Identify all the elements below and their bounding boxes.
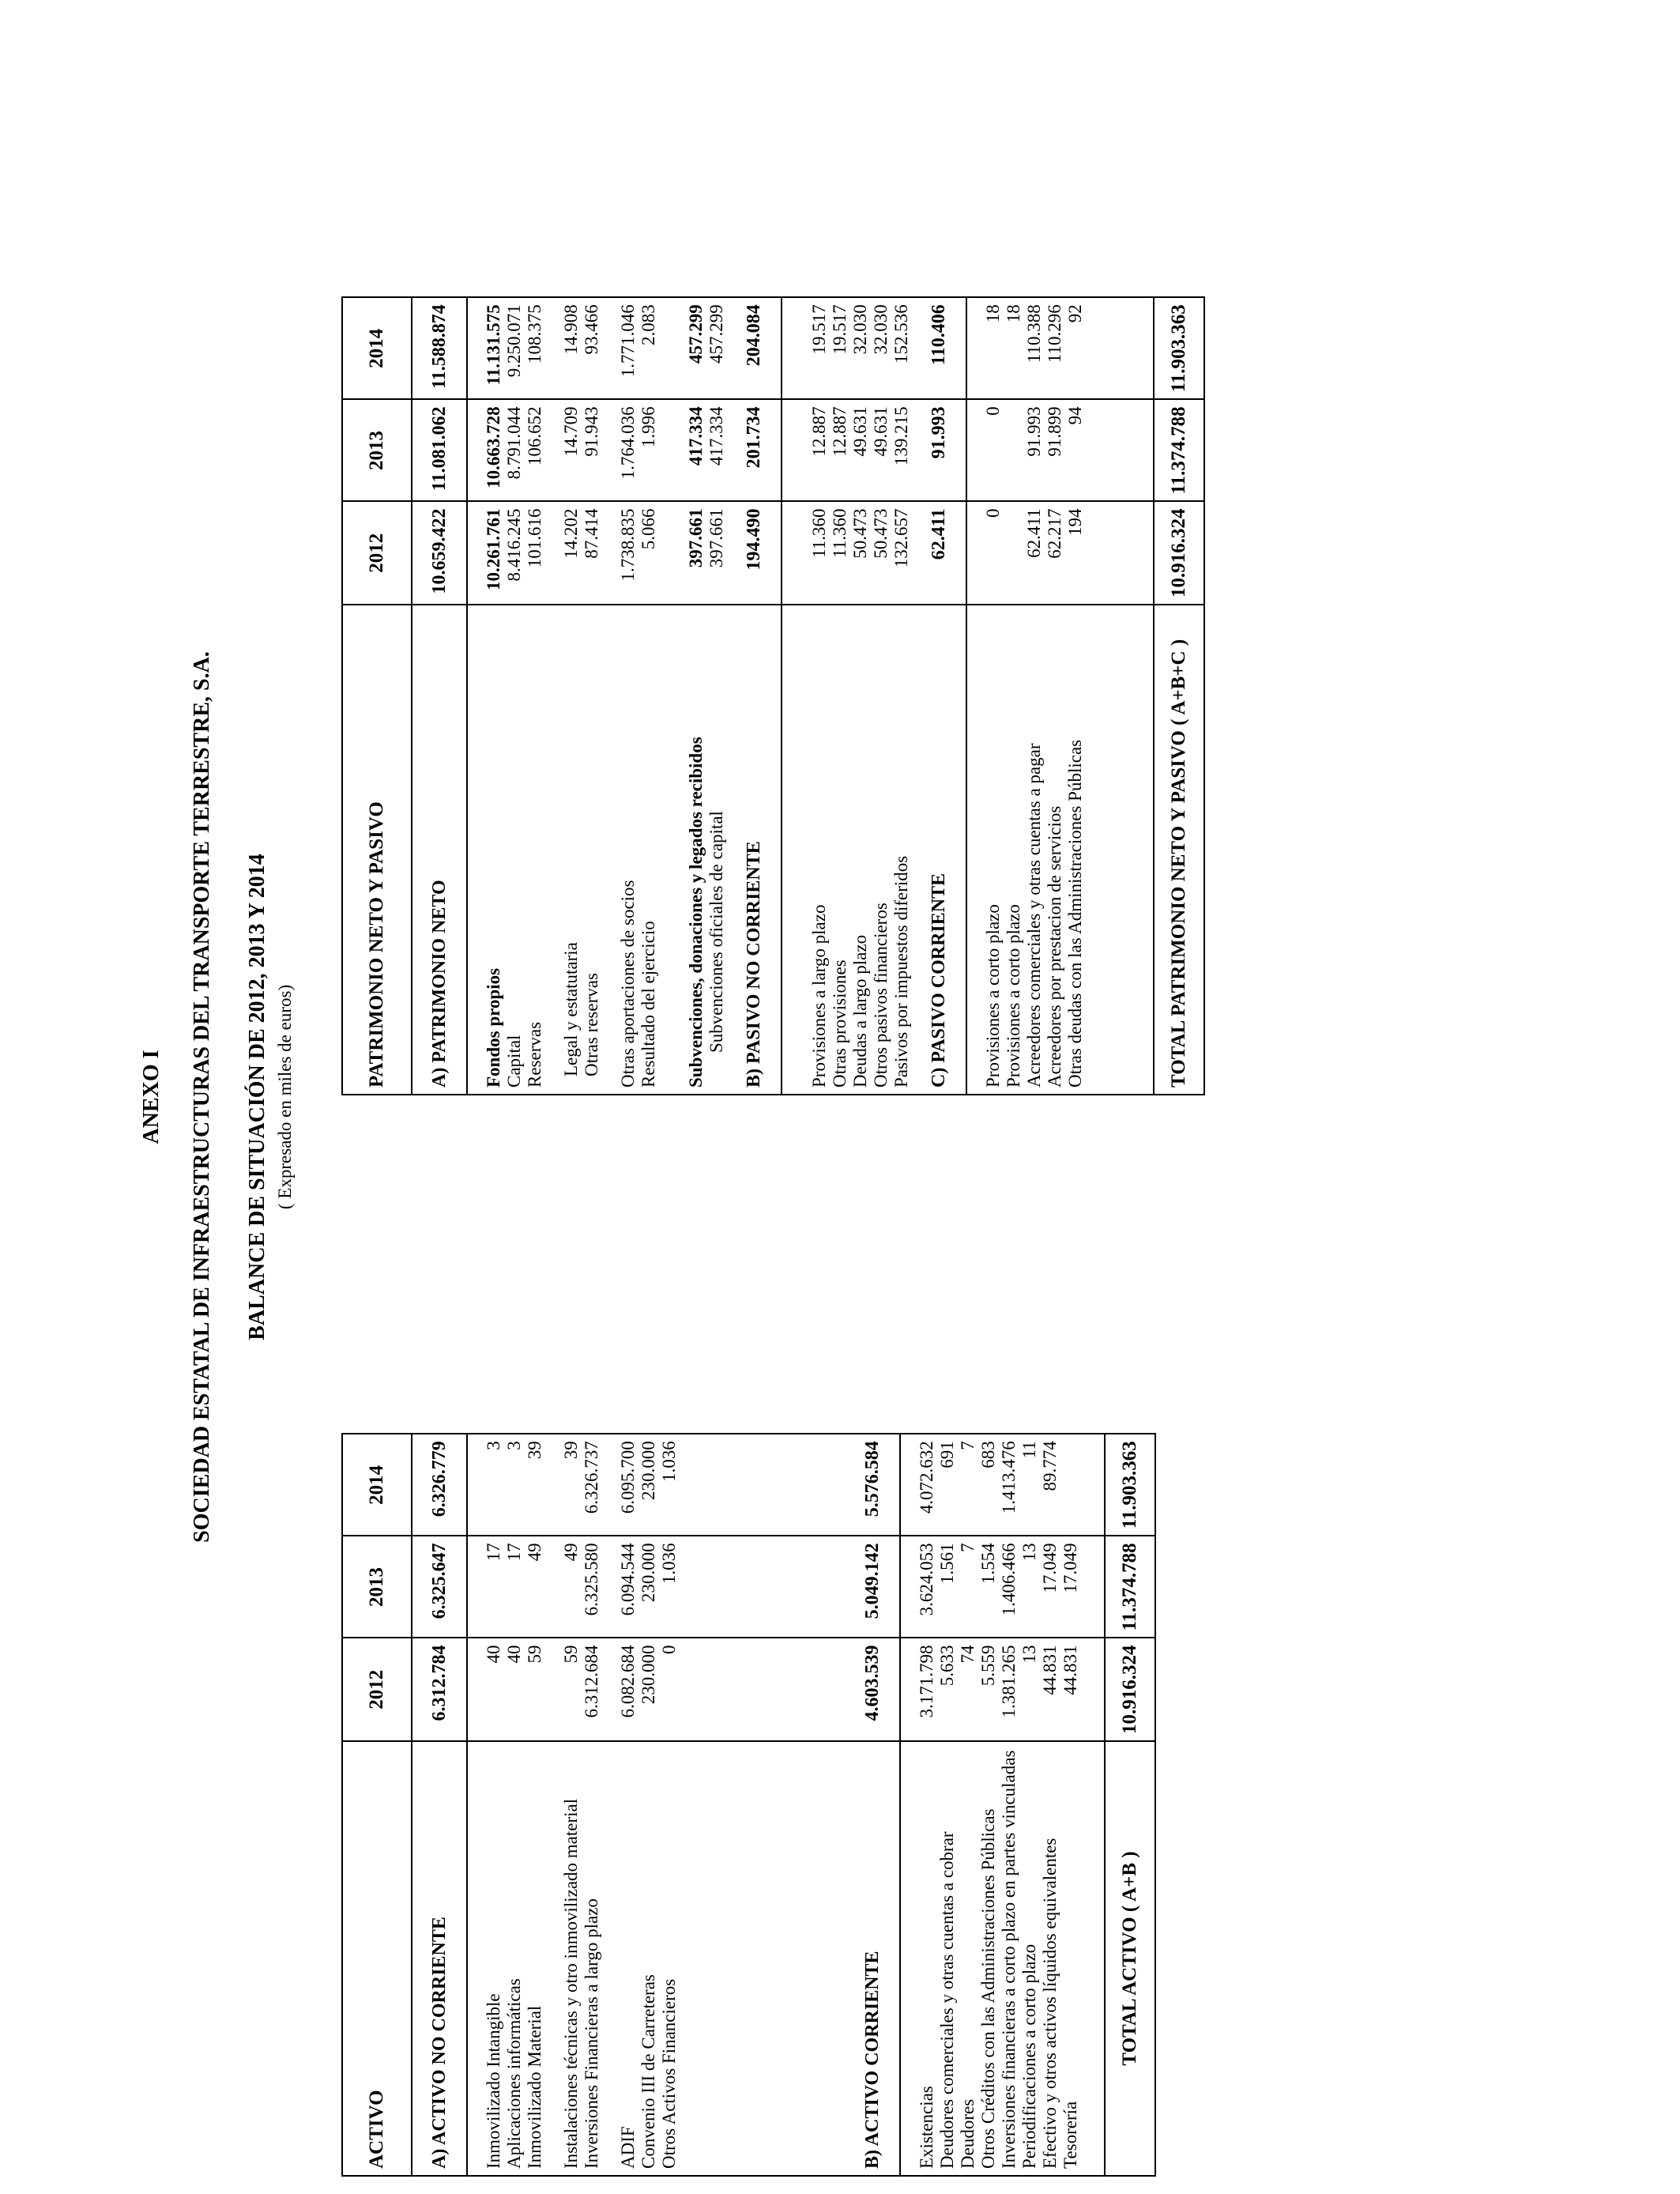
value-2012: 87.414 bbox=[582, 502, 602, 605]
value-2012 bbox=[1004, 502, 1024, 605]
year-2012: 2012 bbox=[342, 1638, 412, 1742]
value-2013: 10.663.728 bbox=[484, 399, 504, 501]
noncurrent-liabilities-row bbox=[727, 297, 782, 1095]
value-2013: 13 bbox=[1019, 1536, 1040, 1638]
value-2013: 91.943 bbox=[582, 399, 602, 501]
value-2014: 93.466 bbox=[582, 304, 601, 355]
table-row bbox=[659, 1434, 680, 2176]
row-label: Deudores bbox=[958, 1741, 978, 2176]
value-2014: 3 bbox=[484, 1441, 503, 1450]
report-subtitle: ( Expresado en miles de euros) bbox=[275, 984, 295, 1210]
year-2013: 2013 bbox=[342, 1536, 412, 1638]
value-2014: 11.131.575 bbox=[484, 304, 503, 386]
value-2014 bbox=[1060, 1434, 1081, 1536]
row-label: Inmovilizado Intangible bbox=[484, 1741, 504, 2176]
value-2014: 110.388 bbox=[1024, 304, 1044, 364]
value-2013: 49.631 bbox=[850, 399, 871, 501]
value-2013: 3.624.053 bbox=[917, 1536, 937, 1638]
value-2014: 152.536 bbox=[891, 304, 911, 364]
value-2013: 7 bbox=[958, 1536, 978, 1638]
row-label: Subvenciones, donaciones y legados recibidos bbox=[686, 605, 706, 1095]
total-liabilities-label: TOTAL PATRIMONIO NETO Y PASIVO ( A+B+C ) bbox=[1154, 605, 1204, 1095]
table-row bbox=[983, 297, 1004, 1095]
value-2014: 11.903.363 bbox=[1105, 1434, 1155, 1536]
table-row bbox=[978, 1434, 999, 2176]
value-2012: 62.411 bbox=[912, 502, 966, 605]
table-row bbox=[618, 1434, 638, 2176]
value-2012: 101.616 bbox=[525, 502, 545, 605]
value-2013: 1.554 bbox=[978, 1536, 999, 1638]
row-label: Deudas a largo plazo bbox=[850, 605, 871, 1095]
row-label: Otras deudas con las Administraciones Públicas bbox=[1065, 605, 1086, 1095]
year-2014: 2014 bbox=[342, 297, 412, 399]
value-2013: 1.036 bbox=[659, 1536, 680, 1638]
value-2014: 204.084 bbox=[727, 297, 782, 399]
noncurrent-liabilities-label: B) PASIVO NO CORRIENTE bbox=[727, 605, 782, 1095]
total-assets-row bbox=[1105, 1434, 1155, 2176]
value-2014: 1.413.476 bbox=[999, 1441, 1019, 1514]
value-2013: 6.094.544 bbox=[618, 1536, 638, 1638]
value-2012: 10.659.422 bbox=[412, 502, 467, 605]
value-2013: 17 bbox=[484, 1536, 504, 1638]
value-2012: 0 bbox=[659, 1638, 680, 1742]
value-2014: 11.903.363 bbox=[1154, 297, 1204, 399]
value-2012: 44.831 bbox=[1040, 1638, 1060, 1742]
assets-heading: ACTIVO bbox=[342, 1741, 412, 2176]
value-2014: 1.771.046 bbox=[618, 304, 638, 378]
row-label: Acreedores por prestacion de servicios bbox=[1045, 605, 1065, 1095]
table-row bbox=[1004, 297, 1024, 1095]
value-2013: 91.899 bbox=[1045, 399, 1065, 501]
value-2012: 50.473 bbox=[850, 502, 871, 605]
value-2013: 49.631 bbox=[871, 399, 891, 501]
table-row bbox=[525, 297, 545, 1095]
table-row bbox=[638, 1434, 659, 2176]
value-2014: 3 bbox=[504, 1441, 524, 1450]
table-row bbox=[958, 1434, 978, 2176]
value-2013: 17 bbox=[504, 1536, 525, 1638]
value-2014: 6.095.700 bbox=[618, 1441, 638, 1514]
row-label: Periodificaciones a corto plazo bbox=[1019, 1741, 1040, 2176]
value-2014: 11 bbox=[1019, 1441, 1039, 1459]
table-row bbox=[999, 1434, 1019, 2176]
value-2014: 39 bbox=[525, 1441, 544, 1460]
value-2012: 11.360 bbox=[830, 502, 850, 605]
table-row bbox=[1045, 297, 1065, 1095]
table-row bbox=[638, 297, 659, 1095]
annex-title: ANEXO I bbox=[139, 1050, 164, 1144]
current-liabilities-label: C) PASIVO CORRIENTE bbox=[912, 605, 966, 1095]
value-2013 bbox=[1004, 399, 1024, 501]
value-2014: 18 bbox=[1004, 304, 1023, 323]
row-label: Convenio III de Carreteras bbox=[638, 1741, 659, 2176]
value-2013: 49 bbox=[561, 1536, 582, 1638]
liabilities-header-row bbox=[342, 297, 412, 1095]
value-2013: 11.081.062 bbox=[412, 399, 467, 501]
row-label: Efectivo y otros activos líquidos equivalentes bbox=[1040, 1741, 1060, 2176]
value-2014: 691 bbox=[937, 1441, 957, 1468]
table-row bbox=[809, 297, 830, 1095]
table-row bbox=[504, 1434, 525, 2176]
row-label: Acreedores comerciales y otras cuentas a pagar bbox=[1024, 605, 1045, 1095]
value-2013: 5.049.142 bbox=[846, 1536, 900, 1638]
value-2014: 14.908 bbox=[561, 304, 581, 355]
table-row bbox=[937, 1434, 958, 2176]
row-label: Reservas bbox=[525, 605, 545, 1095]
row-label: Aplicaciones informáticas bbox=[504, 1741, 525, 2176]
value-2014: 19.517 bbox=[830, 304, 849, 355]
table-row bbox=[830, 297, 850, 1095]
value-2012: 1.381.265 bbox=[999, 1638, 1019, 1742]
row-label: Capital bbox=[504, 605, 525, 1095]
row-label: ADIF bbox=[618, 1741, 638, 2176]
row-label: Inversiones Financieras a largo plazo bbox=[582, 1741, 602, 2176]
value-2014: 32.030 bbox=[850, 304, 870, 355]
value-2013: 417.334 bbox=[706, 399, 727, 501]
table-row bbox=[891, 297, 912, 1095]
total-assets-label: TOTAL ACTIVO ( A+B ) bbox=[1105, 1741, 1155, 2176]
table-row bbox=[582, 297, 602, 1095]
liabilities-heading: PATRIMONIO NETO Y PASIVO bbox=[342, 605, 412, 1095]
table-row bbox=[706, 297, 727, 1095]
year-2014: 2014 bbox=[342, 1434, 412, 1536]
value-2013: 8.791.044 bbox=[504, 399, 525, 501]
value-2012: 5.066 bbox=[638, 502, 659, 605]
row-label: Provisiones a largo plazo bbox=[809, 605, 830, 1095]
row-label: Pasivos por impuestos diferidos bbox=[891, 605, 912, 1095]
value-2012: 62.217 bbox=[1045, 502, 1065, 605]
value-2013: 1.561 bbox=[937, 1536, 958, 1638]
table-row bbox=[561, 1434, 582, 2176]
row-label: Otras reservas bbox=[582, 605, 602, 1095]
value-2013: 106.652 bbox=[525, 399, 545, 501]
value-2014: 7 bbox=[958, 1441, 977, 1450]
value-2013: 139.215 bbox=[891, 399, 912, 501]
value-2013: 14.709 bbox=[561, 399, 582, 501]
row-label: Fondos propios bbox=[484, 605, 504, 1095]
value-2012: 40 bbox=[504, 1638, 525, 1742]
value-2013: 12.887 bbox=[809, 399, 830, 501]
noncurrent-assets-label: A) ACTIVO NO CORRIENTE bbox=[412, 1741, 467, 2176]
value-2012: 6.312.684 bbox=[582, 1638, 602, 1742]
row-label: Otros pasivos financieros bbox=[871, 605, 891, 1095]
current-assets-row bbox=[846, 1434, 900, 2176]
value-2014: 5.576.584 bbox=[846, 1434, 900, 1536]
row-label: Provisiones a corto plazo bbox=[983, 605, 1004, 1095]
value-2014: 683 bbox=[978, 1441, 998, 1468]
value-2014: 92 bbox=[1065, 304, 1085, 323]
value-2012: 40 bbox=[484, 1638, 504, 1742]
value-2014: 108.375 bbox=[525, 304, 544, 364]
value-2014: 6.326.779 bbox=[412, 1434, 467, 1536]
value-2014: 32.030 bbox=[871, 304, 891, 355]
row-label: Deudores comerciales y otras cuentas a cobrar bbox=[937, 1741, 958, 2176]
row-label: Otros Activos Financieros bbox=[659, 1741, 680, 2176]
value-2014: 9.250.071 bbox=[504, 304, 524, 378]
value-2012: 10.916.324 bbox=[1154, 502, 1204, 605]
table-row bbox=[1024, 297, 1045, 1095]
row-label: Otros Créditos con las Administraciones Públicas bbox=[978, 1741, 999, 2176]
value-2014: 39 bbox=[561, 1441, 581, 1460]
value-2012: 3.171.798 bbox=[917, 1638, 937, 1742]
value-2014: 1.036 bbox=[659, 1441, 679, 1482]
value-2013: 6.325.647 bbox=[412, 1536, 467, 1638]
value-2012: 44.831 bbox=[1060, 1638, 1081, 1742]
value-2014: 110.296 bbox=[1045, 304, 1064, 364]
value-2012: 14.202 bbox=[561, 502, 582, 605]
table-row bbox=[1060, 1434, 1081, 2176]
total-liabilities-row bbox=[1154, 297, 1204, 1095]
value-2014: 110.406 bbox=[912, 297, 966, 399]
table-row bbox=[850, 297, 871, 1095]
value-2013: 1.406.466 bbox=[999, 1536, 1019, 1638]
value-2014: 457.299 bbox=[706, 304, 726, 364]
current-assets-label: B) ACTIVO CORRIENTE bbox=[846, 1741, 900, 2176]
value-2012: 194.490 bbox=[727, 502, 782, 605]
value-2013: 17.049 bbox=[1060, 1536, 1081, 1638]
value-2012: 8.416.245 bbox=[504, 502, 525, 605]
row-label: Tesorería bbox=[1060, 1741, 1081, 2176]
value-2014: 89.774 bbox=[1040, 1441, 1060, 1491]
value-2012: 1.738.835 bbox=[618, 502, 638, 605]
value-2012: 13 bbox=[1019, 1638, 1040, 1742]
value-2013: 12.887 bbox=[830, 399, 850, 501]
value-2013: 49 bbox=[525, 1536, 545, 1638]
row-label: Otras aportaciones de socios bbox=[618, 605, 638, 1095]
value-2012: 50.473 bbox=[871, 502, 891, 605]
table-row bbox=[525, 1434, 545, 2176]
value-2012: 397.661 bbox=[706, 502, 727, 605]
equity-row bbox=[412, 297, 467, 1095]
table-row bbox=[484, 297, 504, 1095]
noncurrent-assets-row bbox=[412, 1434, 467, 2176]
liabilities-table bbox=[341, 296, 1205, 1095]
table-row bbox=[686, 297, 706, 1095]
value-2012: 6.312.784 bbox=[412, 1638, 467, 1742]
value-2012: 11.360 bbox=[809, 502, 830, 605]
value-2014: 457.299 bbox=[686, 304, 706, 364]
table-row bbox=[1019, 1434, 1040, 2176]
row-label: Existencias bbox=[917, 1741, 937, 2176]
value-2014: 18 bbox=[983, 304, 1003, 323]
value-2013: 1.996 bbox=[638, 399, 659, 501]
value-2014: 19.517 bbox=[809, 304, 829, 355]
row-label: Subvenciones oficiales de capital bbox=[706, 605, 727, 1095]
value-2012: 74 bbox=[958, 1638, 978, 1742]
value-2013: 201.734 bbox=[727, 399, 782, 501]
row-label: Otras provisiones bbox=[830, 605, 850, 1095]
report-title: BALANCE DE SITUACIÓN DE 2012, 2013 Y 2014 bbox=[245, 854, 269, 1340]
equity-label: A) PATRIMONIO NETO bbox=[412, 605, 467, 1095]
table-row bbox=[504, 297, 525, 1095]
value-2012: 5.559 bbox=[978, 1638, 999, 1742]
value-2013: 6.325.580 bbox=[582, 1536, 602, 1638]
value-2013: 17.049 bbox=[1040, 1536, 1060, 1638]
value-2014: 4.072.632 bbox=[917, 1441, 936, 1514]
row-label: Legal y estatutaria bbox=[561, 605, 582, 1095]
value-2012: 5.633 bbox=[937, 1638, 958, 1742]
year-2012: 2012 bbox=[342, 502, 412, 605]
row-label: Instalaciones técnicas y otro inmovilizado material bbox=[561, 1741, 582, 2176]
table-row bbox=[582, 1434, 602, 2176]
value-2013: 11.374.788 bbox=[1105, 1536, 1155, 1638]
value-2012: 62.411 bbox=[1024, 502, 1045, 605]
value-2012: 132.657 bbox=[891, 502, 912, 605]
row-label: Inmovilizado Material bbox=[525, 1741, 545, 2176]
value-2012: 4.603.539 bbox=[846, 1638, 900, 1742]
value-2014: 6.326.737 bbox=[582, 1441, 601, 1514]
value-2012: 397.661 bbox=[686, 502, 706, 605]
value-2013: 1.764.036 bbox=[618, 399, 638, 501]
value-2012: 0 bbox=[983, 502, 1004, 605]
value-2013: 91.993 bbox=[912, 399, 966, 501]
value-2013: 417.334 bbox=[686, 399, 706, 501]
assets-header-row bbox=[342, 1434, 412, 2176]
year-2013: 2013 bbox=[342, 399, 412, 501]
company-name: SOCIEDAD ESTATAL DE INFRAESTRUCTURAS DEL TRANSPORTE TERRESTRE, S.A. bbox=[190, 651, 214, 1543]
table-row bbox=[561, 297, 582, 1095]
value-2014: 2.083 bbox=[638, 304, 658, 345]
row-label: Provisiones a corto plazo bbox=[1004, 605, 1024, 1095]
value-2013: 91.993 bbox=[1024, 399, 1045, 501]
value-2013: 230.000 bbox=[638, 1536, 659, 1638]
table-row bbox=[1040, 1434, 1060, 2176]
table-row bbox=[917, 1434, 937, 2176]
table-row bbox=[484, 1434, 504, 2176]
table-row bbox=[1065, 297, 1086, 1095]
table-row bbox=[618, 297, 638, 1095]
assets-table bbox=[341, 1433, 1156, 2177]
row-label: Resultado del ejercicio bbox=[638, 605, 659, 1095]
value-2012: 10.261.761 bbox=[484, 502, 504, 605]
value-2012: 230.000 bbox=[638, 1638, 659, 1742]
value-2012: 10.916.324 bbox=[1105, 1638, 1155, 1742]
value-2012: 59 bbox=[525, 1638, 545, 1742]
value-2012: 194 bbox=[1065, 502, 1086, 605]
value-2013: 0 bbox=[983, 399, 1004, 501]
value-2012: 59 bbox=[561, 1638, 582, 1742]
value-2013: 11.374.788 bbox=[1154, 399, 1204, 501]
value-2014: 11.588.874 bbox=[412, 297, 467, 399]
row-label: Inversiones financieras a corto plazo en partes vinculadas bbox=[999, 1741, 1019, 2176]
table-row bbox=[871, 297, 891, 1095]
current-liabilities-row bbox=[912, 297, 966, 1095]
value-2013: 94 bbox=[1065, 399, 1086, 501]
value-2012: 6.082.684 bbox=[618, 1638, 638, 1742]
value-2014: 230.000 bbox=[638, 1441, 658, 1500]
